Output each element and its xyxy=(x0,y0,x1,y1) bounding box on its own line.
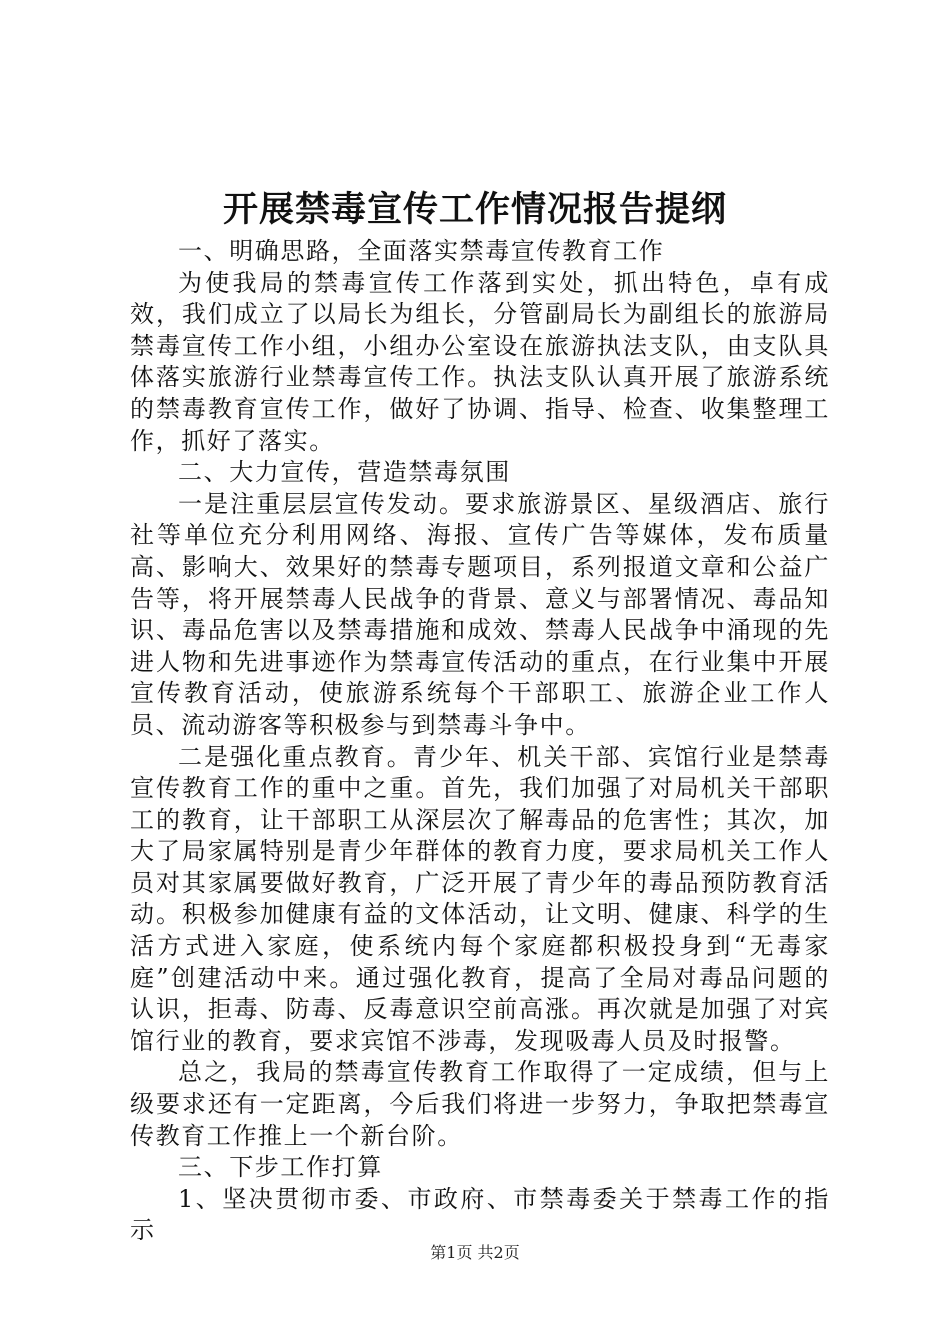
section-heading-2: 二、大力宣传，营造禁毒氛围 xyxy=(178,458,511,487)
section-heading-3: 三、下步工作打算 xyxy=(178,1153,383,1182)
paragraph: 1、坚决贯彻市委、市政府、市禁毒委关于禁毒工作的指示 xyxy=(130,1184,830,1245)
paragraph: 二是强化重点教育。青少年、机关干部、宾馆行业是禁毒宣传教育工作的重中之重。首先，我们加强了对局机关干部职工的教育，让干部职工从深层次了解毒品的危害性；其次，加大了局家属特别是青少年群体的教育力度，要求局机关工作人员对其家属要做好教育，广泛开展了青少年的毒品预防教育活动。积极参加健康有益的文体活动，让文明、健康、科学的生活方式进入家庭，使系统内每个家庭都积极投身到“无毒家庭”创建活动中来。通过强化教育，提高了全局对毒品问题的认识，拒毒、防毒、反毒意识空前高涨。再次就是加强了对宾馆行业的教育，要求宾馆不涉毒，发现吸毒人员及时报警。 xyxy=(130,742,830,1055)
paragraph: 为使我局的禁毒宣传工作落到实处，抓出特色，卓有成效，我们成立了以局长为组长，分管副局长为副组长的旅游局禁毒宣传工作小组，小组办公室设在旅游执法支队，由支队具体落实旅游行业禁毒宣传工作。执法支队认真开展了旅游系统的禁毒教育宣传工作，做好了协调、指导、检查、收集整理工作，抓好了落实。 xyxy=(130,268,830,455)
document-body xyxy=(130,236,830,1247)
document-title: 开展禁毒宣传工作情况报告提纲 xyxy=(222,189,727,230)
paragraph: 总之，我局的禁毒宣传教育工作取得了一定成绩，但与上级要求还有一定距离，今后我们将进一步努力，争取把禁毒宣传教育工作推上一个新台阶。 xyxy=(130,1058,830,1150)
section-heading-1: 一、明确思路，全面落实禁毒宣传教育工作 xyxy=(178,237,665,265)
page-number-footer: 第1页 共2页 xyxy=(430,1243,520,1262)
paragraph: 一是注重层层宣传发动。要求旅游景区、星级酒店、旅行社等单位充分利用网络、海报、宣传广告等媒体，发布质量高、影响大、效果好的禁毒专题项目，系列报道文章和公益广告等，将开展禁毒人民战争的背景、意义与部署情况、毒品知识、毒品危害以及禁毒措施和成效、禁毒人民战争中涌现的先进人物和先进事迹作为禁毒宣传活动的重点，在行业集中开展宣传教育活动，使旅游系统每个干部职工、旅游企业工作人员、流动游客等积极参与到禁毒斗争中。 xyxy=(130,489,830,739)
